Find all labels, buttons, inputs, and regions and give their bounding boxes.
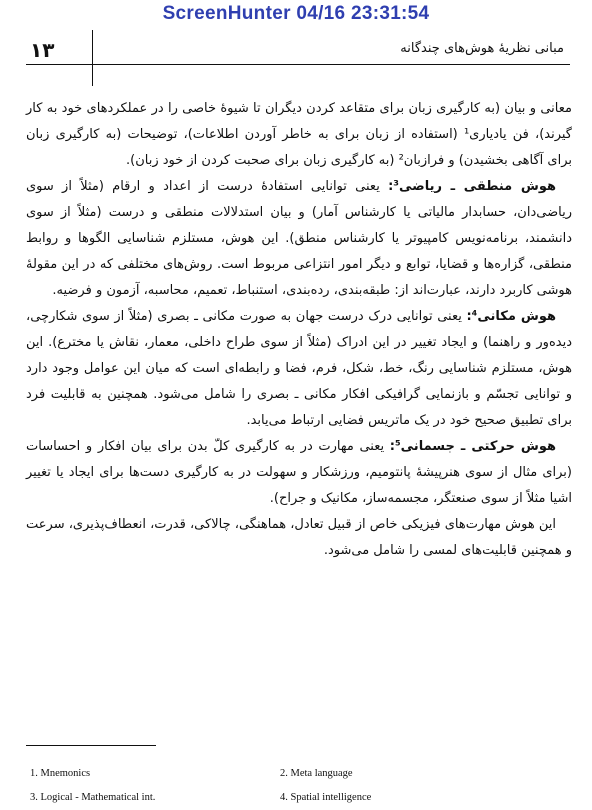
paragraph-physical-skills	[26, 512, 572, 564]
footnote-4: 4. Spatial intelligence	[280, 792, 372, 803]
paragraph-bodily-kinesthetic	[26, 434, 572, 512]
paragraph-text: این هوش مهارت‌های فیزیکی خاص از قبیل تعادل، هماهنگی، چالاکی، قدرت، انعطاف‌پذیری، سرعت و همچنین قابلیت‌های لمسی را شامل می‌شود.	[26, 517, 572, 558]
paragraph-text: معانی و بیان (به کارگیری زبان برای متقاعد کردن دیگران تا شیوهٔ خاصی را در عملکردهای خود به کار گیرند)، فن یادیاری¹ (استفاده از زبان برای به خاطر آوردن اطلاعات)، توضیحات (به کارگیری زبان برای آگاهی بخشیدن) و فرازبان² (به کارگیری زبان برای صحبت کردن از خود زبان).	[26, 101, 572, 168]
paragraph-spatial	[26, 304, 572, 434]
footnote-3: 3. Logical - Mathematical int.	[30, 792, 156, 803]
page-number: ۱۳	[30, 38, 55, 62]
running-title: مبانی نظریهٔ هوش‌های چندگانه	[400, 41, 564, 56]
footnote-row	[30, 786, 530, 810]
paragraph-term: هوش مکانی⁴:	[466, 309, 556, 324]
body-text	[26, 96, 572, 564]
header-vertical-rule	[92, 30, 93, 86]
paragraph-text: یعنی مهارت در به کارگیری کلّ بدن برای بیان افکار و احساسات (برای مثال از سوی هنرپیشهٔ پانتومیم، ورزشکار و سهولت در به کارگیری دست‌ها برای ایجاد یا تغییر اشیا مثلاً از سوی صنعتگر، مجسمه‌ساز، مکانیک و جراح).	[26, 439, 572, 506]
paragraph-rhetoric	[26, 96, 572, 174]
footnote-row	[30, 762, 530, 786]
footnotes	[30, 762, 530, 810]
footnote-rule	[26, 745, 156, 746]
footnote-2: 2. Meta language	[280, 768, 353, 779]
screenhunter-watermark: ScreenHunter 04/16 23:31:54	[162, 3, 430, 24]
footnote-1: 1. Mnemonics	[30, 768, 91, 779]
header-rule	[26, 64, 570, 65]
paragraph-term: هوش منطقی ـ ریاضی³:	[388, 179, 556, 194]
paragraph-logical-mathematical	[26, 174, 572, 304]
paragraph-text: یعنی توانایی استفادهٔ درست از اعداد و ارقام (مثلاً از سوی ریاضی‌دان، حسابدار مالیاتی یا کارشناس آمار) و بیان استدلالات منطقی و درست (مثلاً از سوی دانشمند، برنامه‌نویس کامپیوتر یا کارشناس منطق). این هوش، مستلزم شناسایی الگوها و روابط منطقی، گزاره‌ها و قضایا، توابع و دیگر امور انتزاعی مربوط است. روش‌های مختلفی که در این مقولهٔ هوشی کاربرد دارند، عبارت‌اند از: طبقه‌بندی، رده‌بندی، استنباط، تعمیم، محاسبه، آزمون و فرضیه.	[26, 179, 572, 298]
paragraph-term: هوش حرکتی ـ جسمانی⁵:	[389, 439, 556, 454]
paragraph-text: یعنی توانایی درک درست جهان به صورت مکانی ـ بصری (مثلاً از سوی شکارچی، دیده‌ور و راهنما) و ایجاد تغییر در این ادراک (مثلاً از سوی طراح داخلی، معمار، نقاش یا مخترع). این هوش، مستلزم شناسایی رنگ، خط، شکل، فرم، فضا و رابطه‌ای است که میان این عوامل وجود دارد و توانایی تجسّم و بازنمایی گرافیکی افکار مکانی ـ بصری را شامل می‌شود. همچنین به قابلیت فرد برای تطبیق صحیح خود در یک ماتریس فضایی ارتباط می‌یابد.	[26, 309, 572, 428]
